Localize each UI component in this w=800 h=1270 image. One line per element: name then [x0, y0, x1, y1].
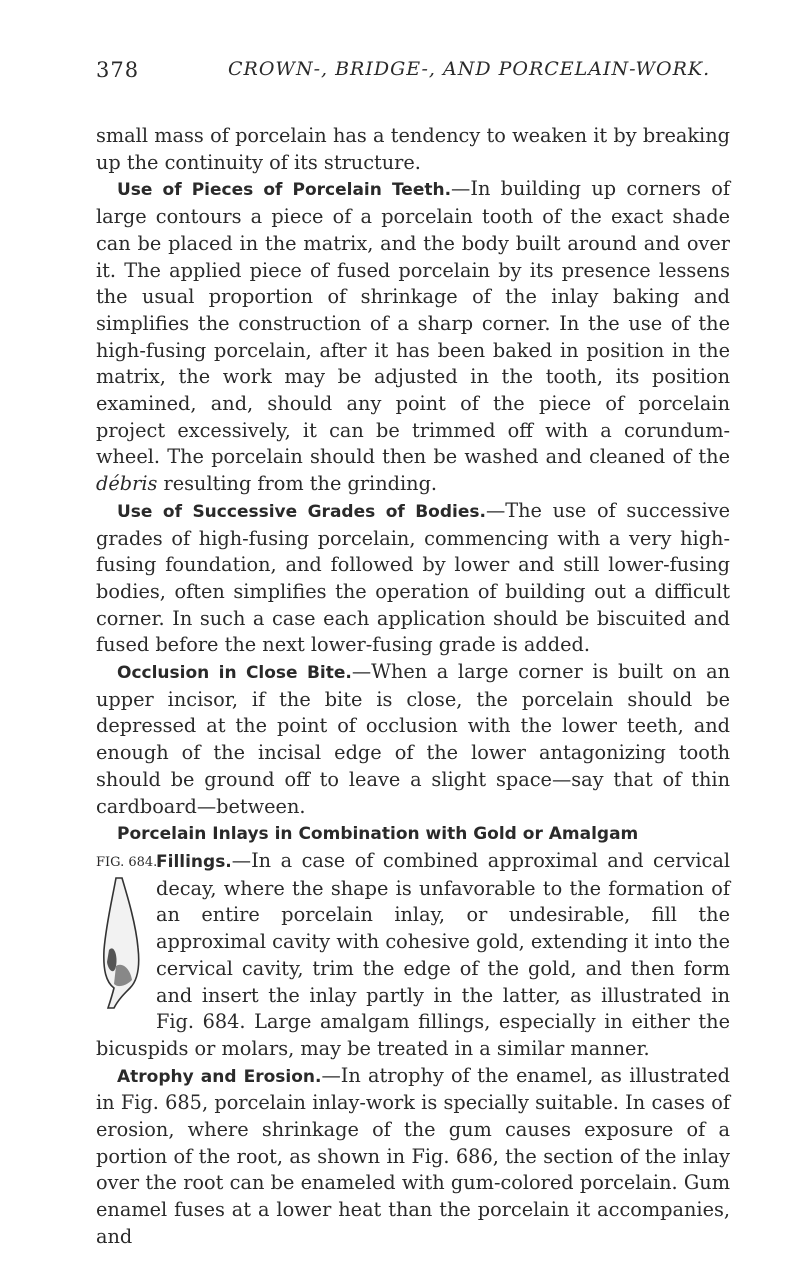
paragraph-text: resulting from the grinding.: [157, 472, 438, 496]
paragraph-text: small mass of porcelain has a tendency to weaken it by breaking up the continuity of its structure.: [96, 124, 730, 174]
paragraph-continuation: [96, 123, 730, 176]
paragraph-occlusion: [96, 659, 730, 820]
paragraph-text: —In building up corners of large contours a piece of a porcelain tooth of the exact shade can be placed in the matrix, and the body built around and over it. The applied piece of fused porcelain by its presence lessens the usual proportion of shrinkage of the inlay baking and simplifies the construction of a sharp corner. In the use of the high-fusing porcelain, after it has been baked in position in the matrix, the work may be adjusted in the tooth, its position examined, and, should any point of the piece of porcelain project excessively, it can be trimmed off with a corundum-wheel. The porcelain should then be washed and cleaned of the: [96, 177, 730, 469]
page-header: [96, 58, 736, 88]
section-heading: Use of Successive Grades of Bodies.: [117, 501, 486, 522]
section-heading: Use of Pieces of Porcelain Teeth.: [117, 180, 452, 201]
section-heading: Atrophy and Erosion.: [117, 1066, 322, 1087]
paragraph-porcelain-pieces: [96, 176, 730, 497]
paragraph-atrophy: [96, 1063, 730, 1251]
tooth-illustration: [100, 870, 144, 1010]
figure-684: [96, 850, 158, 1012]
paragraph-text: —In a case of combined approximal and cervical decay, where the shape is unfavorable to the formation of an entire porcelain inlay, or undesirable, fill the approximal cavity with cohesive gold, extending it into the cervical cavity, trim the edge of the gold, and then form and insert the inlay partly in the latter, as illustrated in Fig. 684. Large amalgam fillings, especially in either the bicuspids or molars, may be treated in a similar manner.: [96, 848, 730, 1060]
body-text: [96, 123, 730, 1251]
paragraph-text: —The use of successive grades of high-fusing porcelain, commencing with a very high-fusing foundation, and followed by lower and still lower-fusing bodies, often simplifies the operation of building out a difficult corner. In such a case each application should be biscuited and fused before the next lower-fusing grade is added.: [96, 498, 730, 657]
italic-term: débris: [96, 472, 158, 496]
paragraph-text: —When a large corner is built on an upper incisor, if the bite is close, the porcelain should be depressed at the point of occlusion with the lower teeth, and enough of the incisal edge of the lower antagonizing tooth should be ground off to leave a slight space—say that of thin cardboard—between.: [96, 660, 731, 818]
paragraph-inlay: [96, 848, 730, 1063]
paragraph-successive-grades: [96, 498, 730, 659]
figure-label: FIG. 684.: [96, 854, 158, 870]
paragraph-text: —In atrophy of the enamel, as illustrated in Fig. 685, porcelain inlay-work is specially suitable. In cases of erosion, where shrinkage of the gum causes exposure of a portion of the root, as shown in Fig. 686, the section of the inlay over the root can be enameled with gum-colored porcelain. Gum enamel fuses at a lower heat than the porcelain it accompanies, and: [96, 1063, 730, 1248]
section-heading: Fillings.: [156, 851, 232, 872]
running-title: CROWN-, BRIDGE-, AND PORCELAIN-WORK.: [228, 58, 711, 80]
section-heading: Occlusion in Close Bite.: [117, 663, 352, 684]
section-heading: Porcelain Inlays in Combination with Gold or Amalgam: [117, 824, 639, 845]
page-number: 378: [96, 58, 140, 82]
paragraph-inlay-heading: [96, 820, 730, 848]
